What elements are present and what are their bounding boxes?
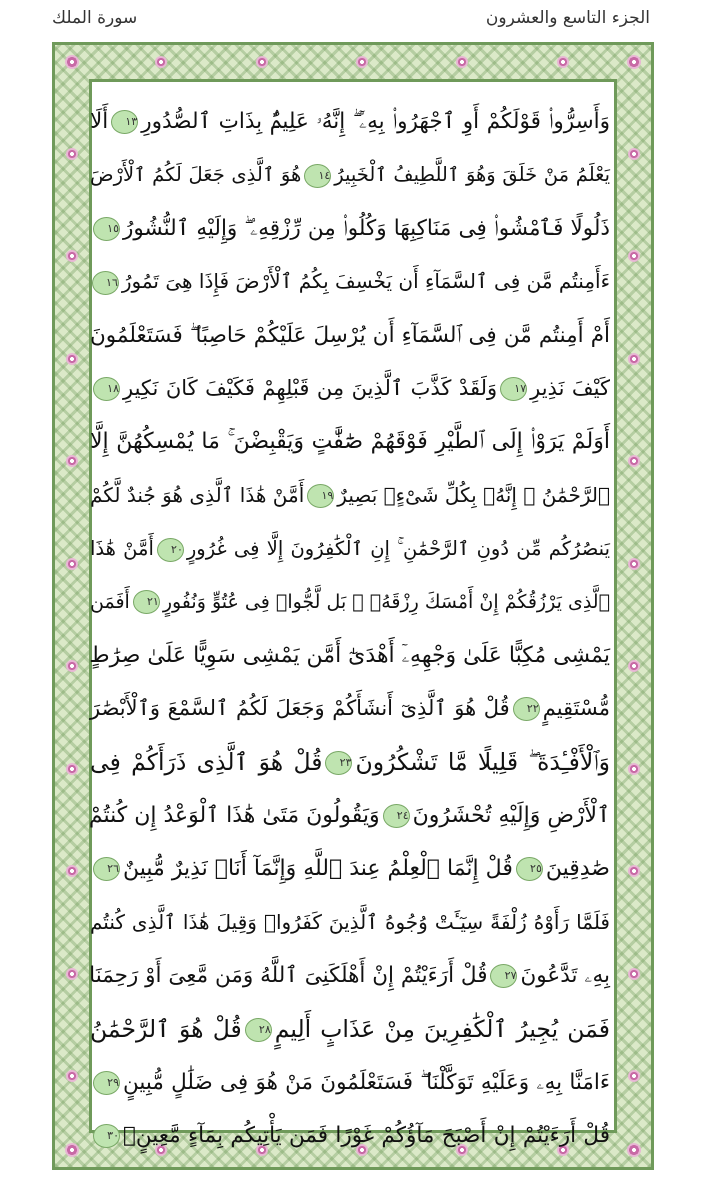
ayah-number-marker: ١٥: [93, 217, 120, 241]
text-line: [90, 522, 610, 575]
rosette-icon: [65, 55, 79, 69]
ayah-number-marker: ٢٩: [93, 1071, 120, 1095]
text-line: [90, 629, 610, 682]
rosette-icon: [66, 558, 78, 570]
text-line: [90, 1003, 610, 1056]
verse-text: أَمَّنْ هَٰذَا: [90, 537, 154, 561]
text-line: [90, 148, 610, 201]
rosette-icon: [627, 1143, 641, 1157]
verse-text: يَعْلَمُ مَنْ خَلَقَ وَهُوَ ٱللَّطِيفُ ٱلْخَبِيرُ: [334, 163, 610, 187]
verse-text: هُوَ ٱلَّذِى جَعَلَ لَكُمُ ٱلْأَرْضَ: [90, 163, 302, 187]
ayah-number-marker: ٢٣: [325, 751, 352, 775]
text-line: [90, 1056, 610, 1109]
verse-text: ٱلْأَرْضِ وَإِلَيْهِ تُحْشَرُونَ: [412, 803, 610, 829]
verse-text: أَمَّنْ هَٰذَا ٱلَّذِى هُوَ جُندٌ لَّكُمْ: [90, 482, 305, 507]
quran-text: [88, 95, 610, 1149]
ayah-number-marker: ٣٠: [93, 1124, 120, 1148]
rosette-icon: [155, 56, 167, 68]
rosette-icon: [66, 1070, 78, 1082]
verse-text: وَٱلْأَفْـِٔدَةَ ۖ قَلِيلًا مَّا تَشْكُرُونَ: [355, 747, 610, 776]
ayah-number-marker: ٢٢: [513, 697, 540, 721]
text-line: [90, 576, 610, 629]
ayah-number-marker: ١٣: [111, 110, 138, 134]
ayah-number-marker: ٢١: [133, 590, 160, 614]
juz-title: الجزء التاسع والعشرون: [485, 8, 650, 28]
surah-title: سورة الملك: [52, 8, 138, 28]
verse-text: قُلْ أَرَءَيْتُمْ إِنْ أَصْبَحَ مَآؤُكُمْ غَوْرًا فَمَن يَأْتِيكُم بِمَآءٍ مَّعِينٍۭ: [123, 1123, 610, 1149]
verse-text: كَيْفَ نَذِيرِ: [530, 375, 610, 400]
verse-text: قُلْ أَرَءَيْتُمْ إِنْ أَهْلَكَنِىَ ٱللَّهُ وَمَن مَّعِىَ أَوْ رَحِمَنَا: [89, 963, 488, 989]
text-line: [90, 255, 610, 308]
rosette-icon: [628, 250, 640, 262]
rosette-icon: [628, 353, 640, 365]
text-line: [90, 362, 610, 415]
rosette-icon: [628, 148, 640, 160]
verse-text: يَمْشِى مُكِبًّا عَلَىٰ وَجْهِهِۦٓ أَهْدَىٰٓ أَمَّن يَمْشِى سَوِيًّا عَلَىٰ صِرَٰطٍ: [89, 642, 610, 668]
verse-text: قُلْ هُوَ ٱلَّذِى ذَرَأَكُمْ فِى: [90, 747, 323, 776]
ayah-number-marker: ٢٠: [157, 538, 184, 562]
verse-text: أَفَمَن: [90, 590, 130, 613]
text-line: [90, 469, 610, 522]
rosette-icon: [66, 148, 78, 160]
verse-text: ٱلرَّحْمَٰنُ ۚ إِنَّهُۥ بِكُلِّ شَىْءٍۭ بَصِيرٌ: [337, 482, 610, 507]
text-line: [90, 736, 610, 789]
rosette-icon: [456, 56, 468, 68]
ayah-number-marker: ١٤: [304, 164, 331, 188]
text-line: [90, 682, 610, 735]
verse-text: وَيَقُولُونَ مَتَىٰ هَٰذَا ٱلْوَعْدُ إِن كُنتُمْ: [88, 803, 380, 829]
verse-text: ذَلُولًا فَٱمْشُوا۟ فِى مَنَاكِبِهَا وَكُلُوا۟ مِن رِّزْقِهِۦ ۖ وَإِلَيْهِ ٱلنُّشُورُ: [123, 215, 610, 241]
verse-text: ءَامَنَّا بِهِۦ وَعَلَيْهِ تَوَكَّلْنَا ۖ فَسَتَعْلَمُونَ مَنْ هُوَ فِى ضَلَٰلٍ مُّبِينٍ: [123, 1070, 610, 1096]
verse-text: فَمَن يُجِيرُ ٱلْكَٰفِرِينَ مِنْ عَذَابٍ أَلِيمٍ: [274, 1014, 610, 1043]
rosette-icon: [627, 55, 641, 69]
rosette-icon: [66, 353, 78, 365]
ayah-number-marker: ٢٤: [383, 804, 410, 828]
rosette-icon: [356, 56, 368, 68]
verse-text: بِهِۦ تَدَّعُونَ: [520, 963, 610, 989]
rosette-icon: [557, 56, 569, 68]
text-line: [90, 896, 610, 949]
ayah-number-marker: ١٨: [93, 377, 120, 401]
ayah-number-marker: ٢٨: [245, 1018, 272, 1042]
text-line: [90, 309, 610, 362]
rosette-icon: [628, 763, 640, 775]
verse-text: ٱلَّذِى يَرْزُقُكُمْ إِنْ أَمْسَكَ رِزْقَهُۥ ۚ بَل لَّجُّوا۟ فِى عُتُوٍّ وَنُفُورٍ: [162, 590, 610, 613]
verse-text: يَنصُرُكُم مِّن دُونِ ٱلرَّحْمَٰنِ ۚ إِنِ ٱلْكَٰفِرُونَ إِلَّا فِى غُرُورٍ: [186, 537, 610, 561]
verse-text: أَمْ أَمِنتُم مَّن فِى ٱلسَّمَآءِ أَن يُرْسِلَ عَلَيْكُمْ حَاصِبًا ۖ فَسَتَعْلَمُونَ: [90, 322, 610, 348]
ayah-number-marker: ١٦: [92, 271, 119, 295]
ayah-number-marker: ٢٥: [516, 857, 543, 881]
rosette-icon: [256, 56, 268, 68]
verse-text: قُلْ هُوَ ٱلَّذِىٓ أَنشَأَكُمْ وَجَعَلَ لَكُمُ ٱلسَّمْعَ وَٱلْأَبْصَٰرَ: [90, 696, 510, 721]
text-line: [90, 1109, 610, 1162]
rosette-icon: [66, 968, 78, 980]
verse-text: ءَأَمِنتُم مَّن فِى ٱلسَّمَآءِ أَن يَخْسِفَ بِكُمُ ٱلْأَرْضَ فَإِذَا هِىَ تَمُورُ: [121, 269, 610, 294]
verse-text: فَلَمَّا رَأَوْهُ زُلْفَةً سِيٓـَٔتْ وُجُوهُ ٱلَّذِينَ كَفَرُوا۟ وَقِيلَ هَٰذَا ٱلَّذِى كُنتُم: [90, 909, 610, 934]
ayah-number-marker: ١٧: [500, 377, 527, 401]
rosette-icon: [628, 558, 640, 570]
ayah-number-marker: ٢٧: [490, 964, 517, 988]
rosette-icon: [66, 455, 78, 467]
ayah-number-marker: ١٩: [307, 484, 334, 508]
text-line: [90, 202, 610, 255]
verse-text: وَلَقَدْ كَذَّبَ ٱلَّذِينَ مِن قَبْلِهِمْ فَكَيْفَ كَانَ نَكِيرِ: [123, 375, 498, 400]
text-line: [90, 415, 610, 468]
text-line: [90, 95, 610, 148]
rosette-icon: [66, 660, 78, 672]
text-line: [90, 789, 610, 842]
verse-text: أَلَا: [90, 109, 109, 134]
rosette-icon: [628, 660, 640, 672]
rosette-icon: [628, 455, 640, 467]
verse-text: قُلْ إِنَّمَا ٱلْعِلْمُ عِندَ ٱللَّهِ وَإِنَّمَآ أَنَا۠ نَذِيرٌ مُّبِينٌ: [123, 856, 513, 882]
ayah-number-marker: ٢٦: [93, 857, 120, 881]
rosette-icon: [66, 763, 78, 775]
rosette-icon: [66, 865, 78, 877]
rosette-icon: [628, 865, 640, 877]
text-line: [90, 949, 610, 1002]
verse-text: وَأَسِرُّوا۟ قَوْلَكُمْ أَوِ ٱجْهَرُوا۟ بِهِۦٓ ۖ إِنَّهُۥ عَلِيمٌۢ بِذَاتِ ٱلصُّدُورِ: [141, 109, 610, 134]
verse-text: أَوَلَمْ يَرَوْا۟ إِلَى ٱلطَّيْرِ فَوْقَهُمْ صَٰٓفَّٰتٍ وَيَقْبِضْنَ ۚ مَا يُمْسِكُهُنَّ إِلَّا: [90, 429, 610, 455]
rosette-icon: [628, 968, 640, 980]
rosette-icon: [66, 250, 78, 262]
rosette-icon: [628, 1070, 640, 1082]
verse-text: قُلْ هُوَ ٱلرَّحْمَٰنُ: [90, 1014, 242, 1043]
text-line: [90, 842, 610, 895]
verse-text: مُّسْتَقِيمٍ: [542, 696, 610, 721]
page-header: [0, 0, 702, 40]
rosette-icon: [65, 1143, 79, 1157]
verse-text: صَٰدِقِينَ: [545, 856, 610, 882]
